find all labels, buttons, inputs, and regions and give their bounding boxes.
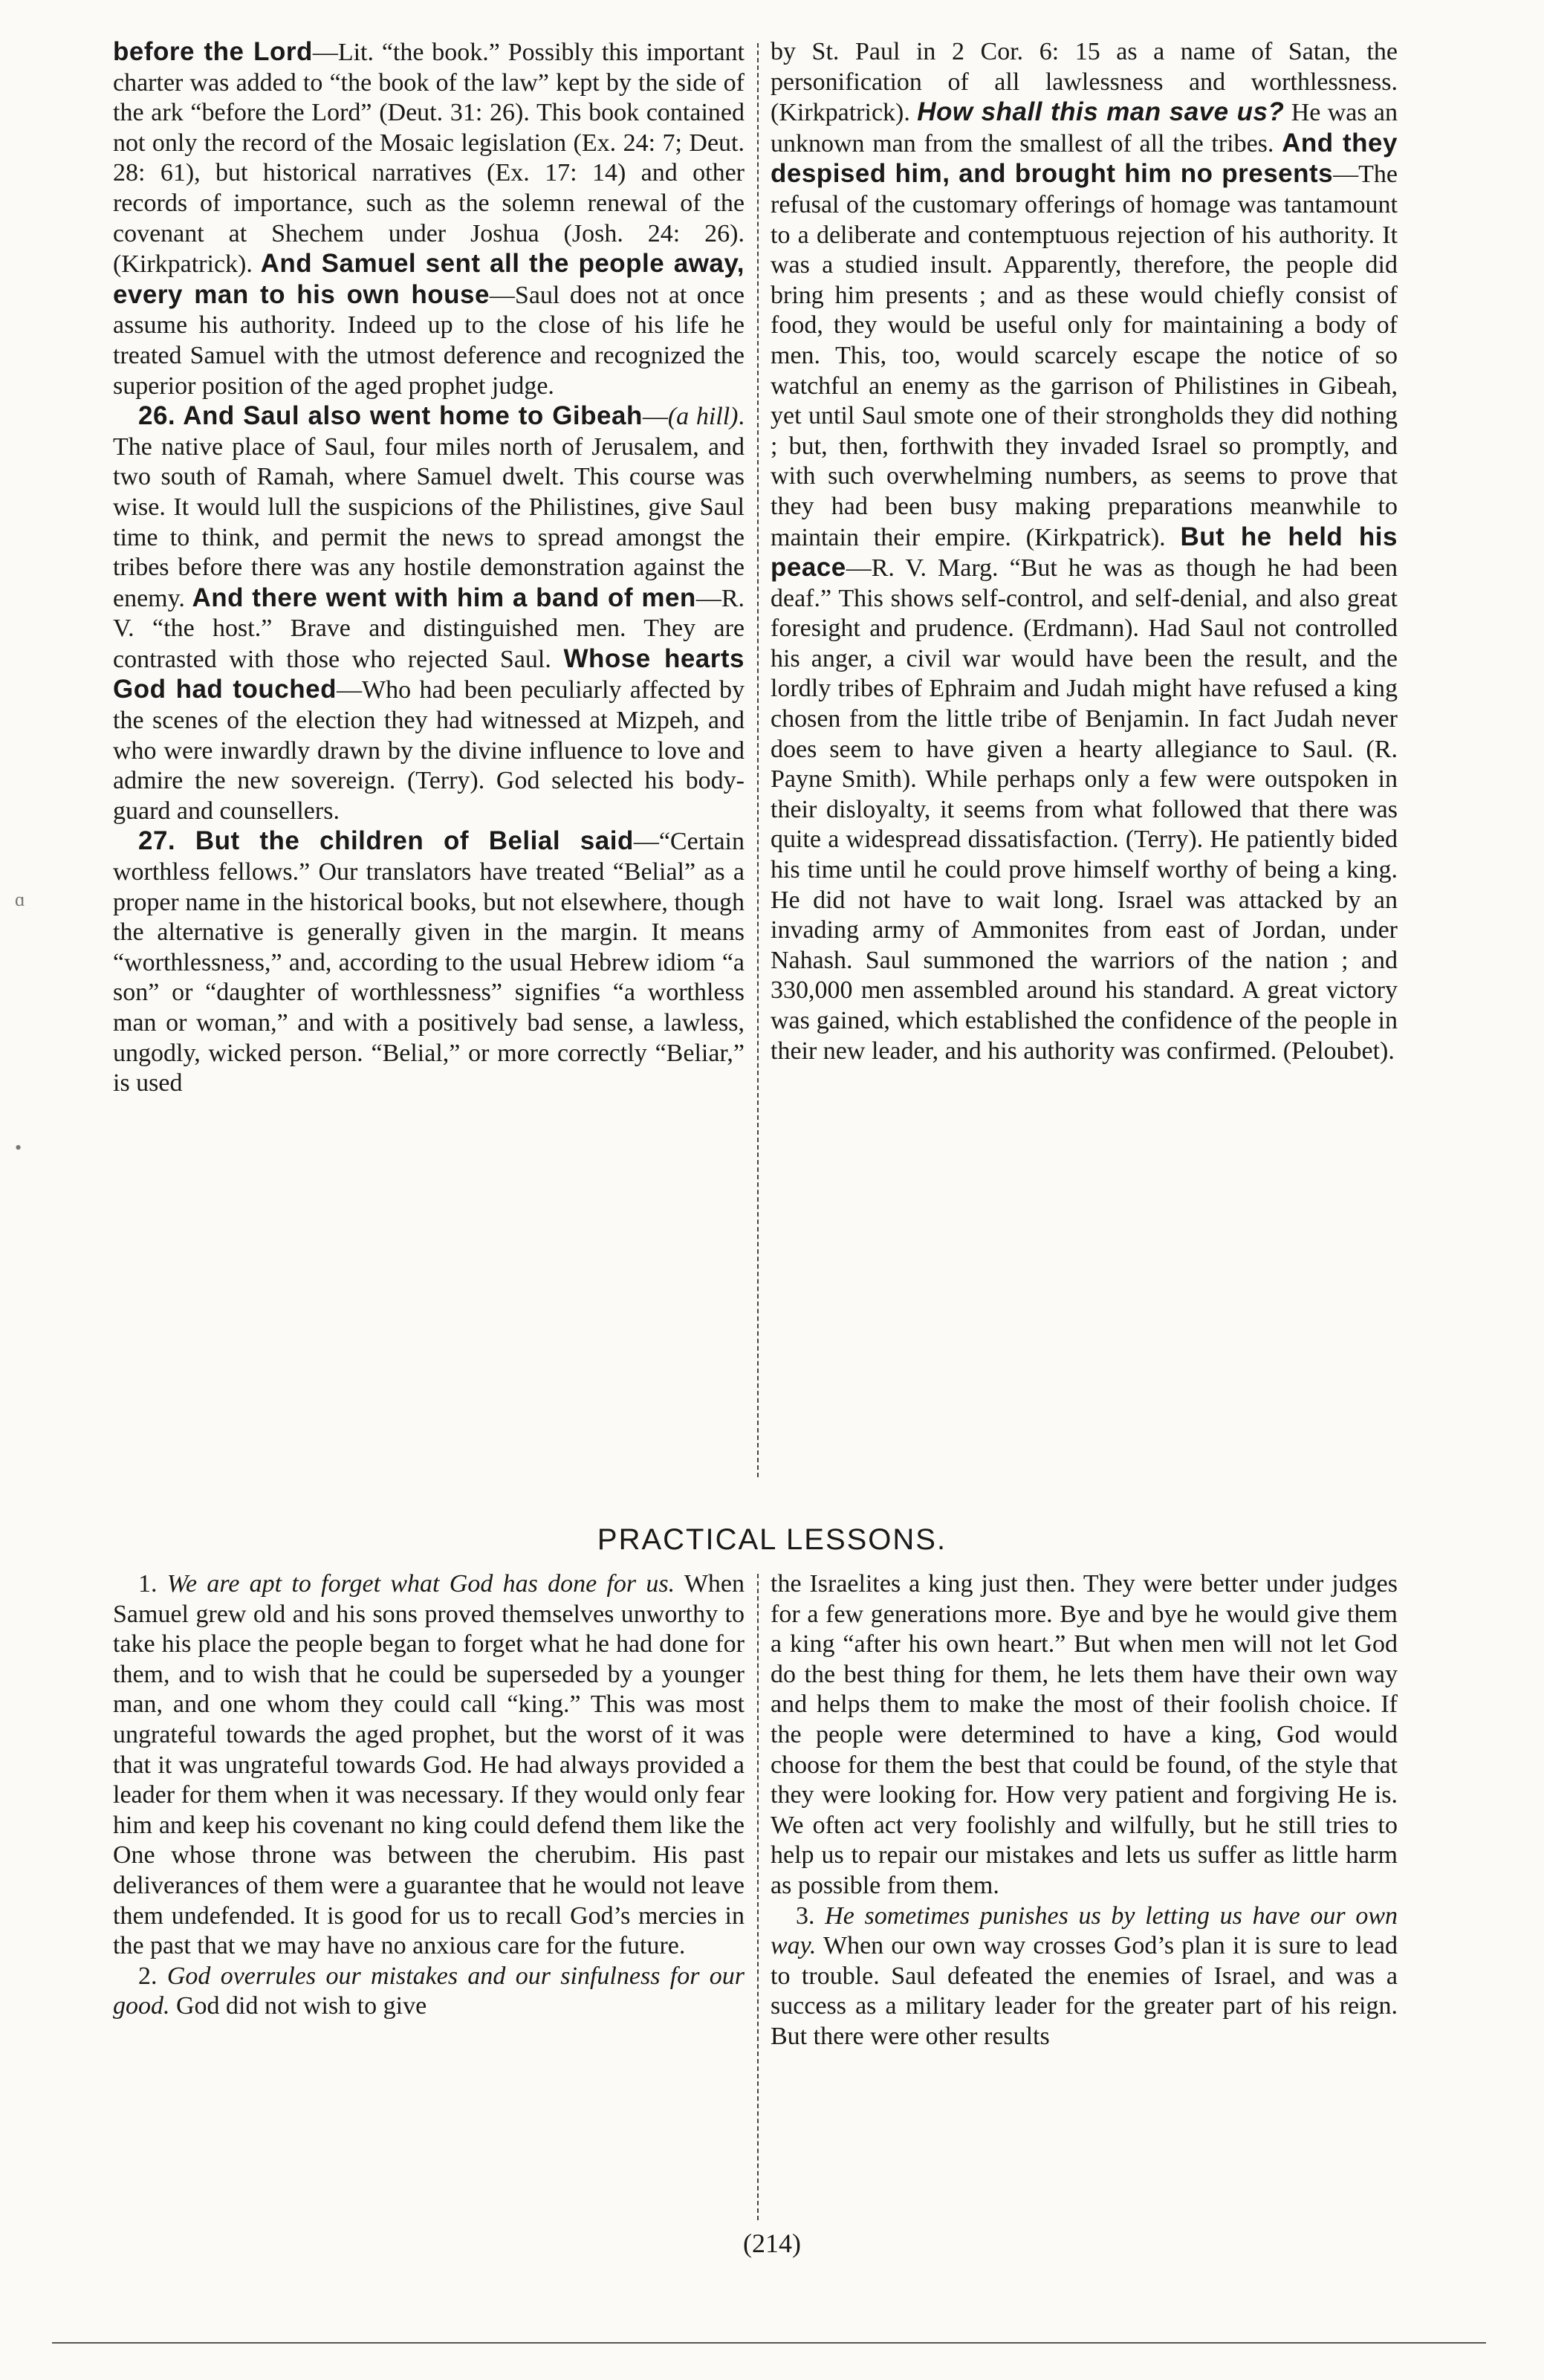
lesson-number: 2.	[138, 1962, 167, 1990]
lesson-2-cont	[771, 1569, 1398, 1901]
column-divider	[757, 1574, 759, 2220]
commentary-paragraph-27	[113, 826, 745, 1098]
page-number: (214)	[743, 2228, 801, 2258]
commentary-text: —“Certain worthless fellows.” Our translators have treated “Belial” as a proper name in the historical books, but not elsewhere, though the alternative is generally given in the margin. It means “worthlessness,” and, according to the usual Hebrew idiom “a son” or “daughter of worthlessness” signifies “a worthless man or woman,” and with a positively bad sense, a lawless, ungodly, wicked person. “Belial,” or more correctly “Beliar,” is used	[113, 828, 745, 1097]
lessons-left-column	[113, 1569, 745, 2022]
bottom-rule	[52, 2342, 1486, 2344]
commentary-text: —Saul does not at once assume his authority. Indeed up to the close of his life he treated Samuel with the utmost deference and recognized the superior position of the aged prophet judge.	[113, 281, 745, 400]
commentary-text: He was an unknown man from the smallest of all the tribes.	[771, 99, 1398, 158]
commentary-text: —R. V. Marg. “But he was as though he had been deaf.” This shows self-control, and self-denial, and also great foresight and prudence. (Erdmann). Had Saul not controlled his anger, a civil war would have been the result, and the lordly tribes of Ephraim and Judah might have refused a king chosen from the little tribe of Benjamin. In fact Judah never does seem to have given a hearty allegiance to Saul. (R. Payne Smith). While perhaps only a few were outspoken in their disloyalty, it seems from what followed that there was quite a widespread dissatisfaction. (Terry). He patiently bided his time until he could prove himself worthy of being a king. He did not have to wait long. Israel was attacked by an invading army of Ammonites from east of Jordan, under Nahash. Saul summoned the warriors of the nation ; and 330,000 men assembled around his standard. A great victory was gained, which established the confidence of the people in their new leader, and his authority was confirmed. (Peloubet).	[771, 554, 1398, 1065]
verse-heading: 27. But the children of Belial said	[138, 826, 634, 856]
lesson-text: the Israelites a king just then. They were better under judges for a few generations more. Bye and bye he would give them a king “after his own heart.” But when men will not let God do the best thing for them, he lets them have their own way and helps them to make the most of their foolish choice. If the people were determined to have a king, God would choose for them the best that could be found, of the style that they were looking for. How very patient and forgiving He is. We often act very foolishly and wilfully, but he still tries to help us to repair our mistakes and lets us suffer as little harm as possible from them.	[771, 1570, 1398, 1899]
lesson-title: God overrules our mistakes and our sinfulness for our good.	[113, 1962, 745, 2020]
scripture-phrase: And there went with him a band of men	[192, 583, 696, 612]
lesson-text: When Samuel grew old and his sons proved themselves unworthy to take his place the people began to forget what he had done for them, and to wish that he could be superseded by a younger man, and one whom they could call “king.” This was most ungrateful towards the aged prophet, but the worst of it was that it was ungrateful towards God. He had always provided a leader for them when it was necessary. If they would only fear him and keep his covenant no king could defend them like the One whose throne was between the cherubim. His past deliverances of them were a guarantee that he would not leave them undefended. It is good for us to recall God’s mercies in the past that we may have no anxious care for the future.	[113, 1570, 745, 1960]
lesson-title: He sometimes punishes us by letting us have our own way.	[771, 1901, 1398, 1960]
lesson-3	[771, 1901, 1398, 2052]
right-column-top	[771, 37, 1398, 1066]
commentary-paragraph-25	[113, 37, 745, 401]
lesson-2	[113, 1962, 745, 2022]
commentary-text: . The native place of Saul, four miles north of Jerusalem, and two south of Ramah, where Samuel dwelt. This course was wise. It would lull the suspicions of the Philistines, give Saul time to think, and permit the news to spread amongst the tribes before there was any hostile demonstration against the enemy.	[113, 403, 745, 612]
scripture-phrase: And Samuel sent all the people away, every man to his own house	[113, 249, 745, 309]
lesson-number: 3.	[796, 1901, 825, 1930]
verse-heading: 26. And Saul also went home to Gibeah	[138, 401, 643, 431]
gloss: (a hill)	[667, 403, 739, 431]
lesson-1	[113, 1569, 745, 1962]
commentary-text: by St. Paul in 2 Cor. 6: 15 as a name of Satan, the personification of all lawlessness and worthlessness. (Kirkpatrick).	[771, 38, 1398, 127]
column-divider	[757, 43, 759, 1477]
lesson-text: When our own way crosses God’s plan it is sure to lead to trouble. Saul defeated the enemies of Israel, and was a success as a military leader for the greater part of his reign. But there were other results	[771, 1932, 1398, 2050]
scripture-phrase: Whose hearts God had touched	[113, 643, 745, 704]
scripture-phrase: How shall this man save us?	[917, 97, 1285, 127]
scripture-phrase: But he held his peace	[771, 522, 1398, 583]
left-column-top	[113, 37, 745, 1099]
commentary-paragraph-26	[113, 401, 745, 826]
margin-mark: ɑ	[15, 889, 25, 910]
commentary-text: —	[642, 403, 668, 431]
commentary-text: —Who had been peculiarly affected by the scenes of the election they had witnessed at Mizpeh, and who were inwardly drawn by the divine influence to love and admire the new sovereign. (Terry). God selected his body-guard and counsellers.	[113, 676, 745, 825]
commentary-text: —R. V. “the host.” Brave and distinguished men. They are contrasted with those who rejected Saul.	[113, 584, 745, 673]
section-heading: PRACTICAL LESSONS.	[597, 1523, 947, 1556]
lesson-text: God did not wish to give	[169, 1992, 427, 2020]
lesson-number: 1.	[138, 1570, 167, 1598]
commentary-text: —The refusal of the customary offerings of homage was tantamount to a deliberate and contemptuous rejection of his authority. It was a studied insult. Apparently, therefore, the people did bring him presents ; and as these would chiefly consist of food, they would be useful only for maintaining a body of men. This, too, would scarcely escape the notice of so watchful an enemy as the garrison of Philistines in Gibeah, yet until Saul smote one of their strongholds they did nothing ; but, then, forthwith they invaded Israel so promptly, and with such overwhelming numbers, as seems to prove that they had been busy making preparations meanwhile to maintain their empire. (Kirkpatrick).	[771, 160, 1398, 551]
margin-mark: •	[15, 1137, 22, 1158]
lessons-right-column	[771, 1569, 1398, 2052]
commentary-paragraph-27-cont	[771, 37, 1398, 1066]
scripture-phrase: before the Lord	[113, 37, 313, 66]
scripture-phrase: And they despised him, and brought him no presents	[771, 128, 1398, 189]
commentary-text: —Lit. “the book.” Possibly this important charter was added to “the book of the law” kept by the side of the ark “before the Lord” (Deut. 31: 26). This book contained not only the record of the Mosaic legislation (Ex. 24: 7; Deut. 28: 61), but historical narratives (Ex. 17: 14) and other records of importance, such as the solemn renewal of the covenant at Shechem under Joshua (Josh. 24: 26). (Kirkpatrick).	[113, 39, 745, 279]
lesson-title: We are apt to forget what God has done for us.	[166, 1570, 675, 1598]
